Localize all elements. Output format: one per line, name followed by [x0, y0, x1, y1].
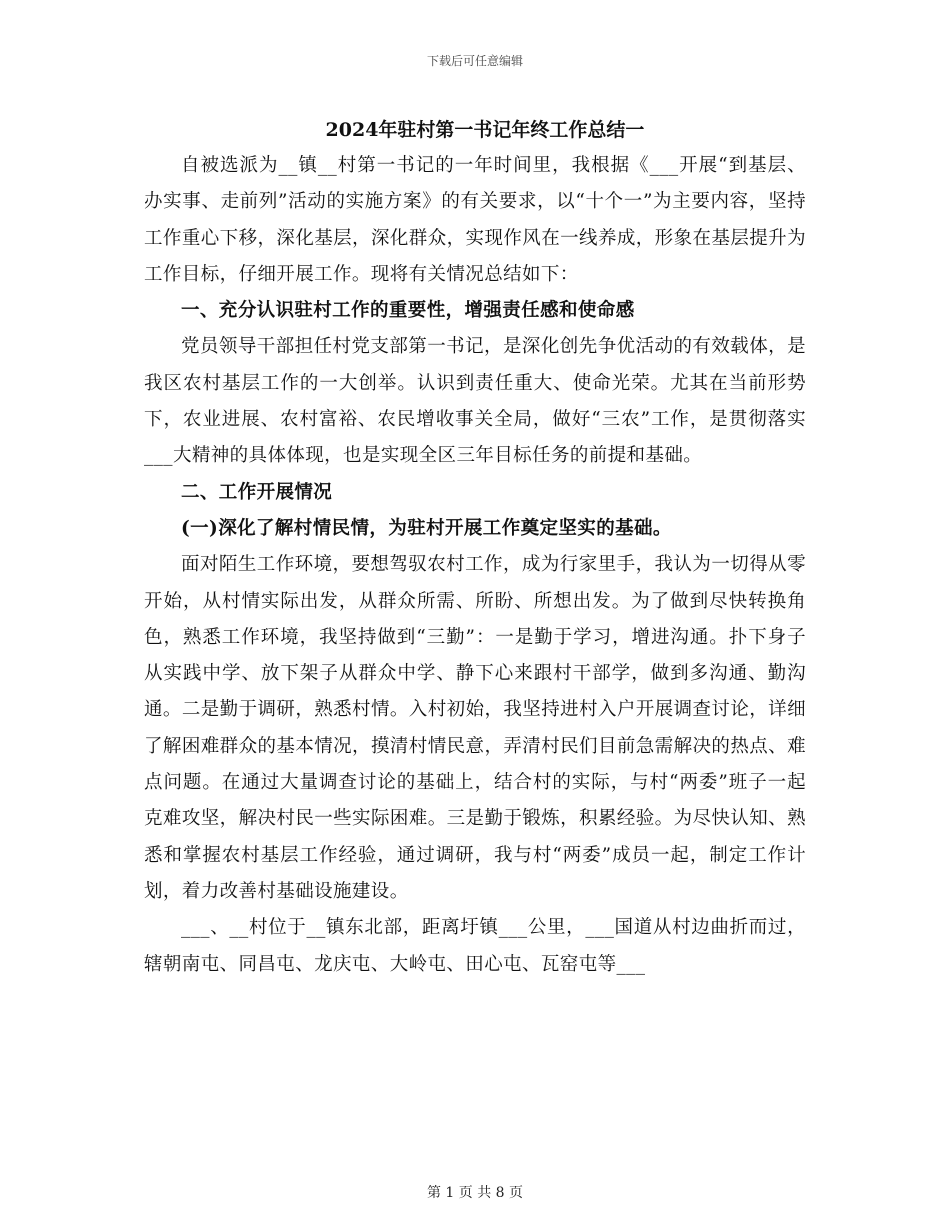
section-2-heading: 二、工作开展情况 [181, 481, 333, 503]
page-header-note: 下载后可任意编辑 [426, 54, 523, 68]
document-body [144, 112, 806, 983]
document-title: 2024年驻村第一书记年终工作总结一 [325, 119, 645, 141]
subsection-1-heading: (一)深化了解村情民情，为驻村开展工作奠定坚实的基础。 [181, 517, 672, 539]
section-1-paragraph: 党员领导干部担任村党支部第一书记，是深化创先争优活动的有效载体，是我区农村基层工作的一大创举。认识到责任重大、使命光荣。尤其在当前形势下，农业进展、农村富裕、农民增收事关全局，做好“三农”工作，是贯彻落实___大精神的具体体现，也是实现全区三年目标任务的前提和基础。 [144, 336, 806, 467]
section-1-heading: 一、充分认识驻村工作的重要性，增强责任感和使命感 [181, 300, 635, 322]
subsection-1-paragraph: 面对陌生工作环境，要想驾驭农村工作，成为行家里手，我认为一切得从零开始，从村情实际出发，从群众所需、所盼、所想出发。为了做到尽快转换角色，熟悉工作环境，我坚持做到“三勤”：一是勤于学习，增进沟通。扑下身子从实践中学、放下架子从群众中学、静下心来跟村干部学，做到多沟通、勤沟通。二是勤于调研，熟悉村情。入村初始，我坚持进村入户开展调查讨论，详细了解困难群众的基本情况，摸清村情民意，弄清村民们目前急需解决的热点、难点问题。在通过大量调查讨论的基础上，结合村的实际，与村“两委”班子一起克难攻坚，解决村民一些实际困难。三是勤于锻炼，积累经验。为尽快认知、熟悉和掌握农村基层工作经验，通过调研，我与村“两委”成员一起，制定工作计划，着力改善村基础设施建设。 [144, 554, 806, 902]
subsection-1-paragraph-2: ___、__村位于__镇东北部，距离圩镇___公里，___国道从村边曲折而过，辖朝南屯、同昌屯、龙庆屯、大岭屯、田心屯、瓦窑屯等___ [144, 917, 806, 975]
intro-paragraph: 自被选派为__镇__村第一书记的一年时间里，我根据《___开展“到基层、办实事、走前列”活动的实施方案》的有关要求，以“十个一”为主要内容，坚持工作重心下移，深化基层，深化群众，实现作风在一线养成，形象在基层提升为工作目标，仔细开展工作。现将有关情况总结如下： [144, 155, 806, 285]
page-number-footer: 第 1 页 共 8 页 [426, 1185, 524, 1201]
